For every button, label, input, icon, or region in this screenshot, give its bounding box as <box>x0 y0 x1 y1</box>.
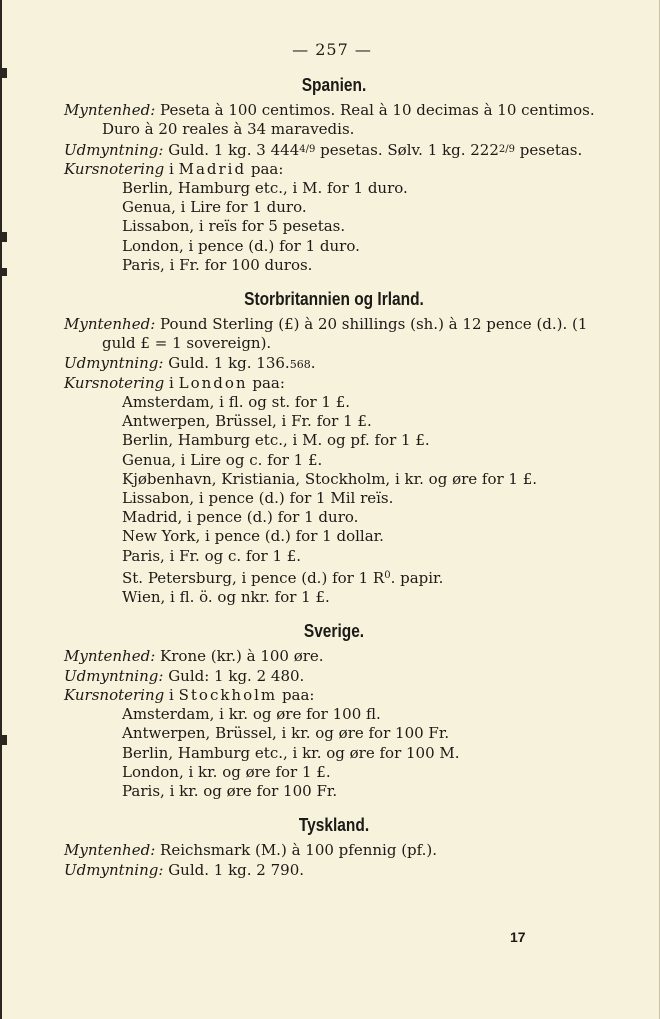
myntenhed-label: Myntenhed: <box>64 315 156 334</box>
kursnotering-entry <box>64 374 604 393</box>
rate-line: London, i pence (d.) for 1 duro. <box>122 236 360 255</box>
binding-mark <box>2 232 7 242</box>
rate-line: Kjøbenhavn, Kristiania, Stockholm, i kr. og øre for 1 £. <box>122 469 538 488</box>
myntenhed-label: Myntenhed: <box>64 841 156 860</box>
signature-number: 17 <box>510 929 526 945</box>
rate-line: London, i kr. og øre for 1 £. <box>122 762 331 781</box>
kursnotering-paa: paa: <box>250 159 284 178</box>
udmyntning-text: Guld. 1 kg. 136. <box>168 353 290 372</box>
udmyntning-label: Udmyntning: <box>64 860 164 879</box>
myntenhed-entry <box>64 841 604 860</box>
rate-line: Amsterdam, i kr. og øre for 100 fl. <box>122 705 381 724</box>
rate-line: Lissabon, i pence (d.) for 1 Mil reïs. <box>122 489 394 508</box>
rate-line: Genua, i Lire og c. for 1 £. <box>122 450 323 469</box>
section-storbritannien <box>64 290 604 607</box>
kursnotering-label: Kursnotering <box>64 159 165 178</box>
udmyntning-label: Udmyntning: <box>64 353 164 372</box>
rate-line: Berlin, Hamburg etc., i kr. og øre for 100 M. <box>122 743 460 762</box>
myntenhed-label: Myntenhed: <box>64 647 156 666</box>
section-title: Storbritannien og Irland. <box>244 289 424 310</box>
rate-line: Antwerpen, Brüssel, i Fr. for 1 £. <box>122 412 372 431</box>
binding-mark <box>2 268 7 276</box>
udmyntning-tail: . <box>310 353 316 372</box>
udmyntning-text: Guld. 1 kg. 2 790. <box>168 860 305 879</box>
udmyntning-label: Udmyntning: <box>64 666 164 685</box>
rate-line-text: . papir. <box>390 568 444 587</box>
udmyntning-entry <box>64 667 604 686</box>
rate-line: Genua, i Lire for 1 duro. <box>122 198 307 217</box>
rate-line: Berlin, Hamburg etc., i M. for 1 duro. <box>122 179 408 198</box>
section-tyskland <box>64 816 604 880</box>
kursnotering-city: London <box>178 373 248 392</box>
rate-line: Amsterdam, i fl. og st. for 1 £. <box>122 393 351 412</box>
udmyntning-text: pesetas. <box>519 140 583 159</box>
udmyntning-entry <box>64 861 604 880</box>
udmyntning-label: Udmyntning: <box>64 140 164 159</box>
rate-line: Wien, i fl. ö. og nkr. for 1 £. <box>122 588 330 607</box>
section-title: Spanien. <box>301 75 367 95</box>
binding-mark <box>2 68 7 78</box>
rate-line: Lissabon, i reïs for 5 pesetas. <box>122 217 346 236</box>
myntenhed-entry <box>64 315 604 353</box>
section-spanien <box>64 76 604 275</box>
rate-line: Paris, i kr. og øre for 100 Fr. <box>122 781 338 800</box>
kursnotering-label: Kursnotering <box>64 373 165 392</box>
rate-line <box>64 566 604 588</box>
binding-mark <box>2 735 7 745</box>
rate-line: New York, i pence (d.) for 1 dollar. <box>122 527 384 546</box>
kursnotering-entry <box>64 686 604 705</box>
myntenhed-entry <box>64 647 604 666</box>
rate-line: Paris, i Fr. og c. for 1 £. <box>122 546 302 565</box>
kursnotering-label: Kursnotering <box>64 685 165 704</box>
udmyntning-entry <box>64 140 604 160</box>
myntenhed-text: Reichsmark (M.) à 100 pfennig (pf.). <box>160 841 438 860</box>
myntenhed-label: Myntenhed: <box>64 101 156 120</box>
rate-line: Antwerpen, Brüssel, i kr. og øre for 100 Fr. <box>122 724 450 743</box>
udmyntning-decimals: 568 <box>289 357 311 371</box>
section-title: Sverige. <box>303 621 365 642</box>
kursnotering-paa: paa: <box>252 373 285 392</box>
fraction: 2/9 <box>498 143 515 155</box>
udmyntning-text: Guld: 1 kg. 2 480. <box>168 666 305 685</box>
rate-line: Paris, i Fr. for 100 duros. <box>122 255 313 274</box>
udmyntning-text: Guld. 1 kg. 3 444 <box>168 140 300 159</box>
myntenhed-text: Pound Sterling (£) à 20 shillings (sh.) à 12 pence (d.). (1 guld £ = 1 sovereign). <box>102 315 588 353</box>
section-sverige <box>64 622 604 801</box>
kursnotering-entry <box>64 160 604 179</box>
rate-line: Madrid, i pence (d.) for 1 duro. <box>122 508 359 527</box>
myntenhed-entry <box>64 101 604 139</box>
rate-line-text: St. Petersburg, i pence (d.) for 1 R <box>122 568 385 587</box>
kursnotering-prep: i <box>169 373 174 392</box>
kursnotering-city: Stockholm <box>178 685 278 704</box>
udmyntning-text: pesetas. Sølv. 1 kg. 222 <box>320 140 499 159</box>
myntenhed-text: Peseta à 100 centimos. Real à 10 decimas à 10 centimos. Duro à 20 reales à 34 maravedis. <box>102 101 595 139</box>
kursnotering-paa: paa: <box>281 685 315 704</box>
myntenhed-text: Krone (kr.) à 100 øre. <box>160 647 324 666</box>
udmyntning-entry <box>64 354 604 374</box>
fraction: 4/9 <box>299 143 316 155</box>
rate-line: Berlin, Hamburg etc., i M. og pf. for 1 £. <box>122 431 430 450</box>
page-number: — 257 — <box>292 40 372 59</box>
kursnotering-prep: i <box>169 685 174 704</box>
kursnotering-prep: i <box>169 159 174 178</box>
section-title: Tyskland. <box>298 815 370 836</box>
superscript: 0 <box>384 569 391 581</box>
kursnotering-city: Madrid <box>178 159 247 178</box>
page-content <box>64 76 604 880</box>
